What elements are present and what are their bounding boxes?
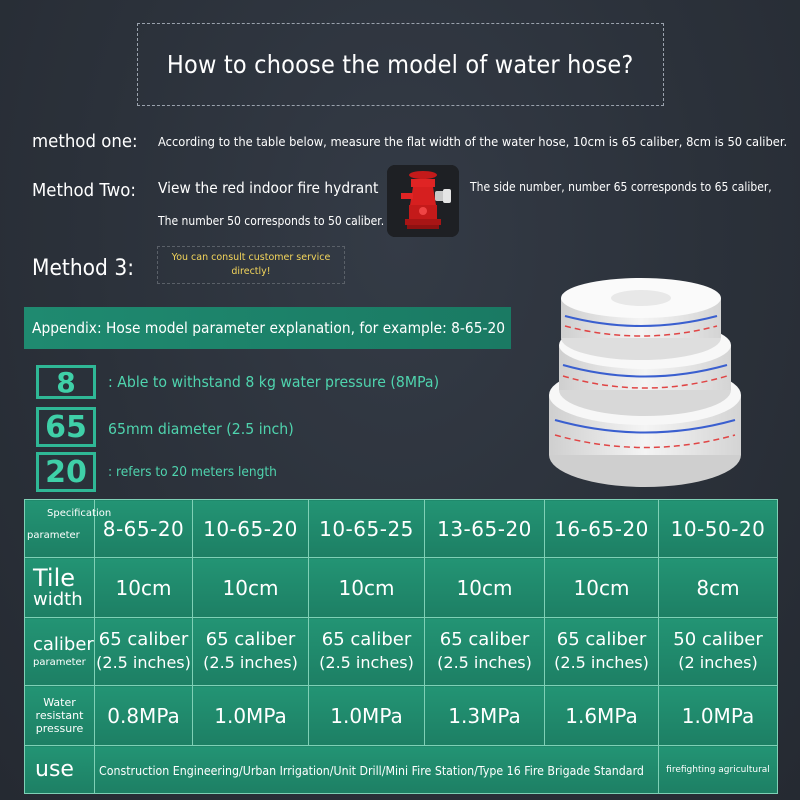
pressure-cell: 1.6MPa [545,686,659,746]
use-cell [95,746,659,794]
model-cell: 8-65-20 [95,500,193,558]
width-cell: 10cm [425,558,545,618]
param-desc: : refers to 20 meters length [108,465,277,480]
param-box-65 [36,407,96,447]
caliber-cell: 65 caliber (2.5 inches) [425,618,545,686]
pressure-label-1: Water [43,696,76,709]
param-number: 65 [45,409,87,445]
caliber-label-1: caliber [33,633,94,655]
param-desc: 65mm diameter (2.5 inch) [108,420,294,438]
pressure-label-3: pressure [35,722,84,735]
width-cell: 10cm [309,558,425,618]
model-cell: 13-65-20 [425,500,545,558]
width-cell: 10cm [545,558,659,618]
spec-table [24,499,778,794]
param-desc: : Able to withstand 8 kg water pressure (8MPa) [108,373,440,391]
title-box [137,23,664,106]
param-box-8 [36,365,96,399]
caliber-cell: 65 caliber (2.5 inches) [309,618,425,686]
pressure-label-2: resistant [35,709,84,722]
appendix-banner [24,307,511,349]
method-two-text-b: The side number, number 65 corresponds to 65 caliber, [470,180,772,194]
header-top-label: Specification [47,507,112,519]
use-text: Construction Engineering/Urban Irrigation/Unit Drill/Mini Fire Station/Type 16 Fire Brigade Standard [99,764,644,778]
width-cell: 10cm [193,558,309,618]
method-two-text-c: The number 50 corresponds to 50 caliber. [158,214,385,228]
pressure-cell: 1.3MPa [425,686,545,746]
table-row-caliber [25,618,778,686]
pressure-cell: 1.0MPa [309,686,425,746]
fire-hydrant-image [387,165,459,237]
param-box-20 [36,452,96,492]
pressure-cell: 1.0MPa [193,686,309,746]
pressure-row-header [25,686,95,746]
method-one-text: According to the table below, measure the flat width of the water hose, 10cm is 65 caliber, 8cm is 50 caliber. [158,134,788,149]
model-cell: 10-50-20 [659,500,778,558]
table-row-use [25,746,778,794]
caliber-row-header [25,618,95,686]
model-cell: 10-65-20 [193,500,309,558]
consult-customer-service-box [157,246,345,284]
table-row-pressure [25,686,778,746]
header-bottom-label: parameter [27,529,80,541]
width-cell: 8cm [659,558,778,618]
method-three-label: Method 3: [32,256,135,281]
param-number: 8 [56,365,76,399]
use-extra-cell: firefighting agricultural [659,746,778,794]
method-one-label: method one: [32,131,138,152]
appendix-text: Appendix: Hose model parameter explanation, for example: 8-65-20 [32,319,506,337]
caliber-label-2: parameter [33,656,86,668]
method-two-label: Method Two: [32,180,137,201]
spec-param-header [25,500,112,558]
pressure-cell: 0.8MPa [95,686,193,746]
consult-text-line2: directly! [231,266,271,277]
pressure-cell: 1.0MPa [659,686,778,746]
use-row-header: use [25,746,95,794]
table-row-models [25,500,778,558]
page-title: How to choose the model of water hose? [167,50,634,79]
method-two-text-a: View the red indoor fire hydrant [158,179,379,197]
width-row-header [25,558,95,618]
param-number: 20 [45,454,87,490]
caliber-cell: 65 caliber (2.5 inches) [95,618,193,686]
fire-hydrant-icon [387,165,459,237]
caliber-cell: 65 caliber (2.5 inches) [193,618,309,686]
hose-rolls-image [545,270,745,495]
table-row-width [25,558,778,618]
consult-text-line1: You can consult customer service [171,252,331,263]
model-cell: 16-65-20 [545,500,659,558]
model-cell: 10-65-25 [309,500,425,558]
width-cell: 10cm [95,558,193,618]
caliber-cell: 50 caliber (2 inches) [659,618,778,686]
width-label-2: width [33,588,83,610]
width-label-1: Tile [33,563,76,592]
caliber-cell: 65 caliber (2.5 inches) [545,618,659,686]
